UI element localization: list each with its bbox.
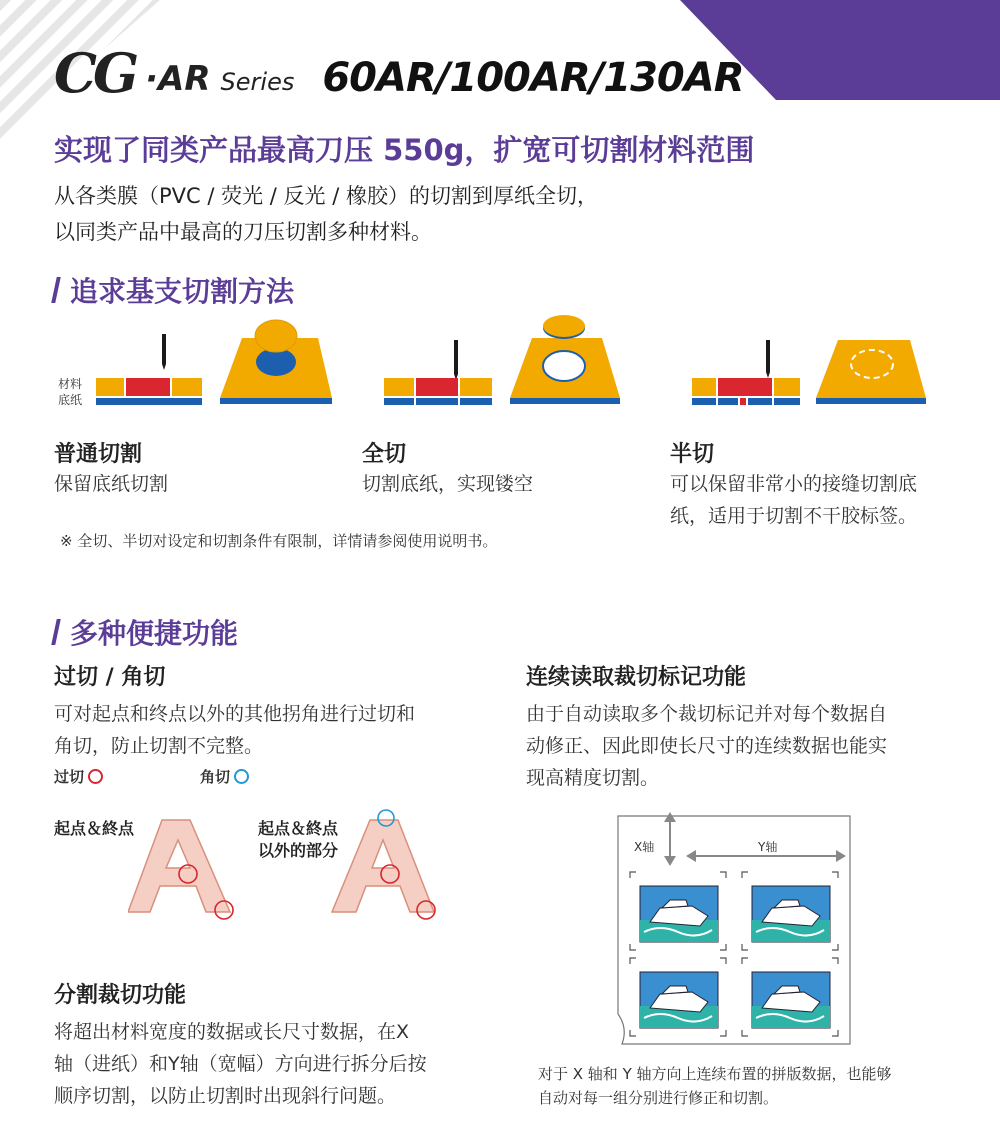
label-material: 材料 <box>58 377 83 391</box>
section-title-cutting <box>54 270 294 310</box>
tag-label: 角切 <box>200 768 231 786</box>
piece-top <box>543 315 585 337</box>
material-right <box>774 378 800 396</box>
backing-right <box>460 398 492 405</box>
backing-edge <box>510 398 620 404</box>
backing-bridge <box>740 398 746 405</box>
method-desc: 切割底纸，实现镂空 <box>362 473 534 495</box>
boat-tile-3 <box>640 972 718 1028</box>
material-cut <box>416 378 458 396</box>
method-normal <box>54 437 168 500</box>
section-title-text: 多种便捷功能 <box>70 617 239 650</box>
method-full <box>362 437 533 500</box>
red-ring-icon <box>88 769 103 784</box>
letter-a-corner <box>326 808 442 924</box>
product-logo <box>54 40 744 105</box>
caption-line: 对于 X 轴和 Y 轴方向上连续布置的拼版数据，也能够 <box>538 1065 892 1083</box>
material-right <box>460 378 492 396</box>
backing-sheet <box>96 398 202 405</box>
material-left <box>692 378 716 396</box>
desc-line: 顺序切割，以防止切割时出现斜行问题。 <box>54 1085 397 1107</box>
backing-edge <box>220 398 332 404</box>
model-names: 60AR/100AR/130AR <box>322 55 744 101</box>
method-half <box>670 437 917 532</box>
overcut-title: 过切 / 角切 <box>54 665 166 690</box>
section-title-features <box>54 612 238 652</box>
material-cut <box>126 378 170 396</box>
blade-icon <box>162 334 166 370</box>
register-title: 连续读取裁切标记功能 <box>526 665 747 690</box>
material-cut <box>718 378 772 396</box>
section-bar <box>51 619 61 645</box>
through-hole <box>543 351 585 381</box>
blade-icon <box>766 340 770 378</box>
split-desc <box>54 1016 427 1112</box>
register-caption <box>538 1062 892 1110</box>
desc-line: 动修正、因此即使长尺寸的连续数据也能实 <box>526 735 888 757</box>
headline: 实现了同类产品最高刀压 550g，扩宽可切割材料范围 <box>54 133 755 167</box>
overcut-tag <box>54 766 103 787</box>
x-axis-label: X轴 <box>634 840 655 854</box>
material-right <box>172 378 202 396</box>
desc-line: 将超出材料宽度的数据或长尺寸数据，在X <box>54 1021 410 1043</box>
caption-line: 自动对每一组分别进行修正和切割。 <box>538 1089 779 1107</box>
label-start-end: 起点＆終点 <box>54 819 135 838</box>
cut-note: ※ 全切、半切对设定和切割条件有限制，详情请参阅使用说明书。 <box>60 532 498 550</box>
desc-line: 现高精度切割。 <box>526 767 660 789</box>
backing-mid-2 <box>748 398 772 405</box>
section-title-text: 追求基支切割方法 <box>70 275 295 308</box>
lead-line: 从各类膜（PVC / 荧光 / 反光 / 橡胶）的切割到厚纸全切， <box>54 184 598 208</box>
boat-tile-2 <box>752 886 830 942</box>
boat-tile-4 <box>752 972 830 1028</box>
lead-text <box>54 178 598 250</box>
backing-cut <box>416 398 458 405</box>
overcut-desc <box>54 698 415 762</box>
method-desc: 可以保留非常小的接缝切割底 <box>670 473 918 495</box>
method-title: 全切 <box>362 442 407 467</box>
sheet-shape <box>816 340 926 398</box>
backing-left <box>692 398 716 405</box>
method-desc: 纸，适用于切割不干胶标签。 <box>670 505 918 527</box>
label-backing: 底纸 <box>58 393 83 407</box>
layer-labels <box>58 376 82 408</box>
corner-tag <box>200 766 249 787</box>
tag-label: 过切 <box>54 768 85 786</box>
logo-ar: ·AR <box>145 59 211 100</box>
y-axis-label: Y轴 <box>758 840 778 854</box>
method-title: 普通切割 <box>54 442 143 467</box>
lead-line: 以同类产品中最高的刀压切割多种材料。 <box>54 220 432 244</box>
letter-a-overcut <box>128 812 238 924</box>
blue-ring-icon <box>234 769 249 784</box>
desc-line: 由于自动读取多个裁切标记并对每个数据自 <box>526 703 888 725</box>
material-left <box>96 378 124 396</box>
desc-line: 可对起点和终点以外的其他拐角进行过切和 <box>54 703 416 725</box>
backing-left <box>384 398 414 405</box>
diagram-normal-cut <box>96 312 336 412</box>
desc-line: 轴（进纸）和Y轴（宽幅）方向进行拆分后按 <box>54 1053 427 1075</box>
section-bar <box>51 277 61 303</box>
diagram-full-cut <box>384 312 624 412</box>
label-line: 以外的部分 <box>258 841 339 860</box>
method-title: 半切 <box>670 442 715 467</box>
material-left <box>384 378 414 396</box>
split-title: 分割裁切功能 <box>54 983 187 1008</box>
logo-cg: CG <box>54 41 136 105</box>
boat-tile-1 <box>640 886 718 942</box>
lifted-piece <box>255 320 297 352</box>
label-line: 起点＆終点 <box>258 819 339 838</box>
backing-mid-1 <box>718 398 738 405</box>
backing-edge <box>816 398 926 404</box>
diagram-half-cut <box>692 312 932 412</box>
desc-line: 角切，防止切割不完整。 <box>54 735 264 757</box>
register-desc <box>526 698 887 794</box>
blade-icon <box>454 340 458 380</box>
method-desc: 保留底纸切割 <box>54 473 169 495</box>
logo-series: Series <box>220 68 295 96</box>
backing-right <box>774 398 800 405</box>
